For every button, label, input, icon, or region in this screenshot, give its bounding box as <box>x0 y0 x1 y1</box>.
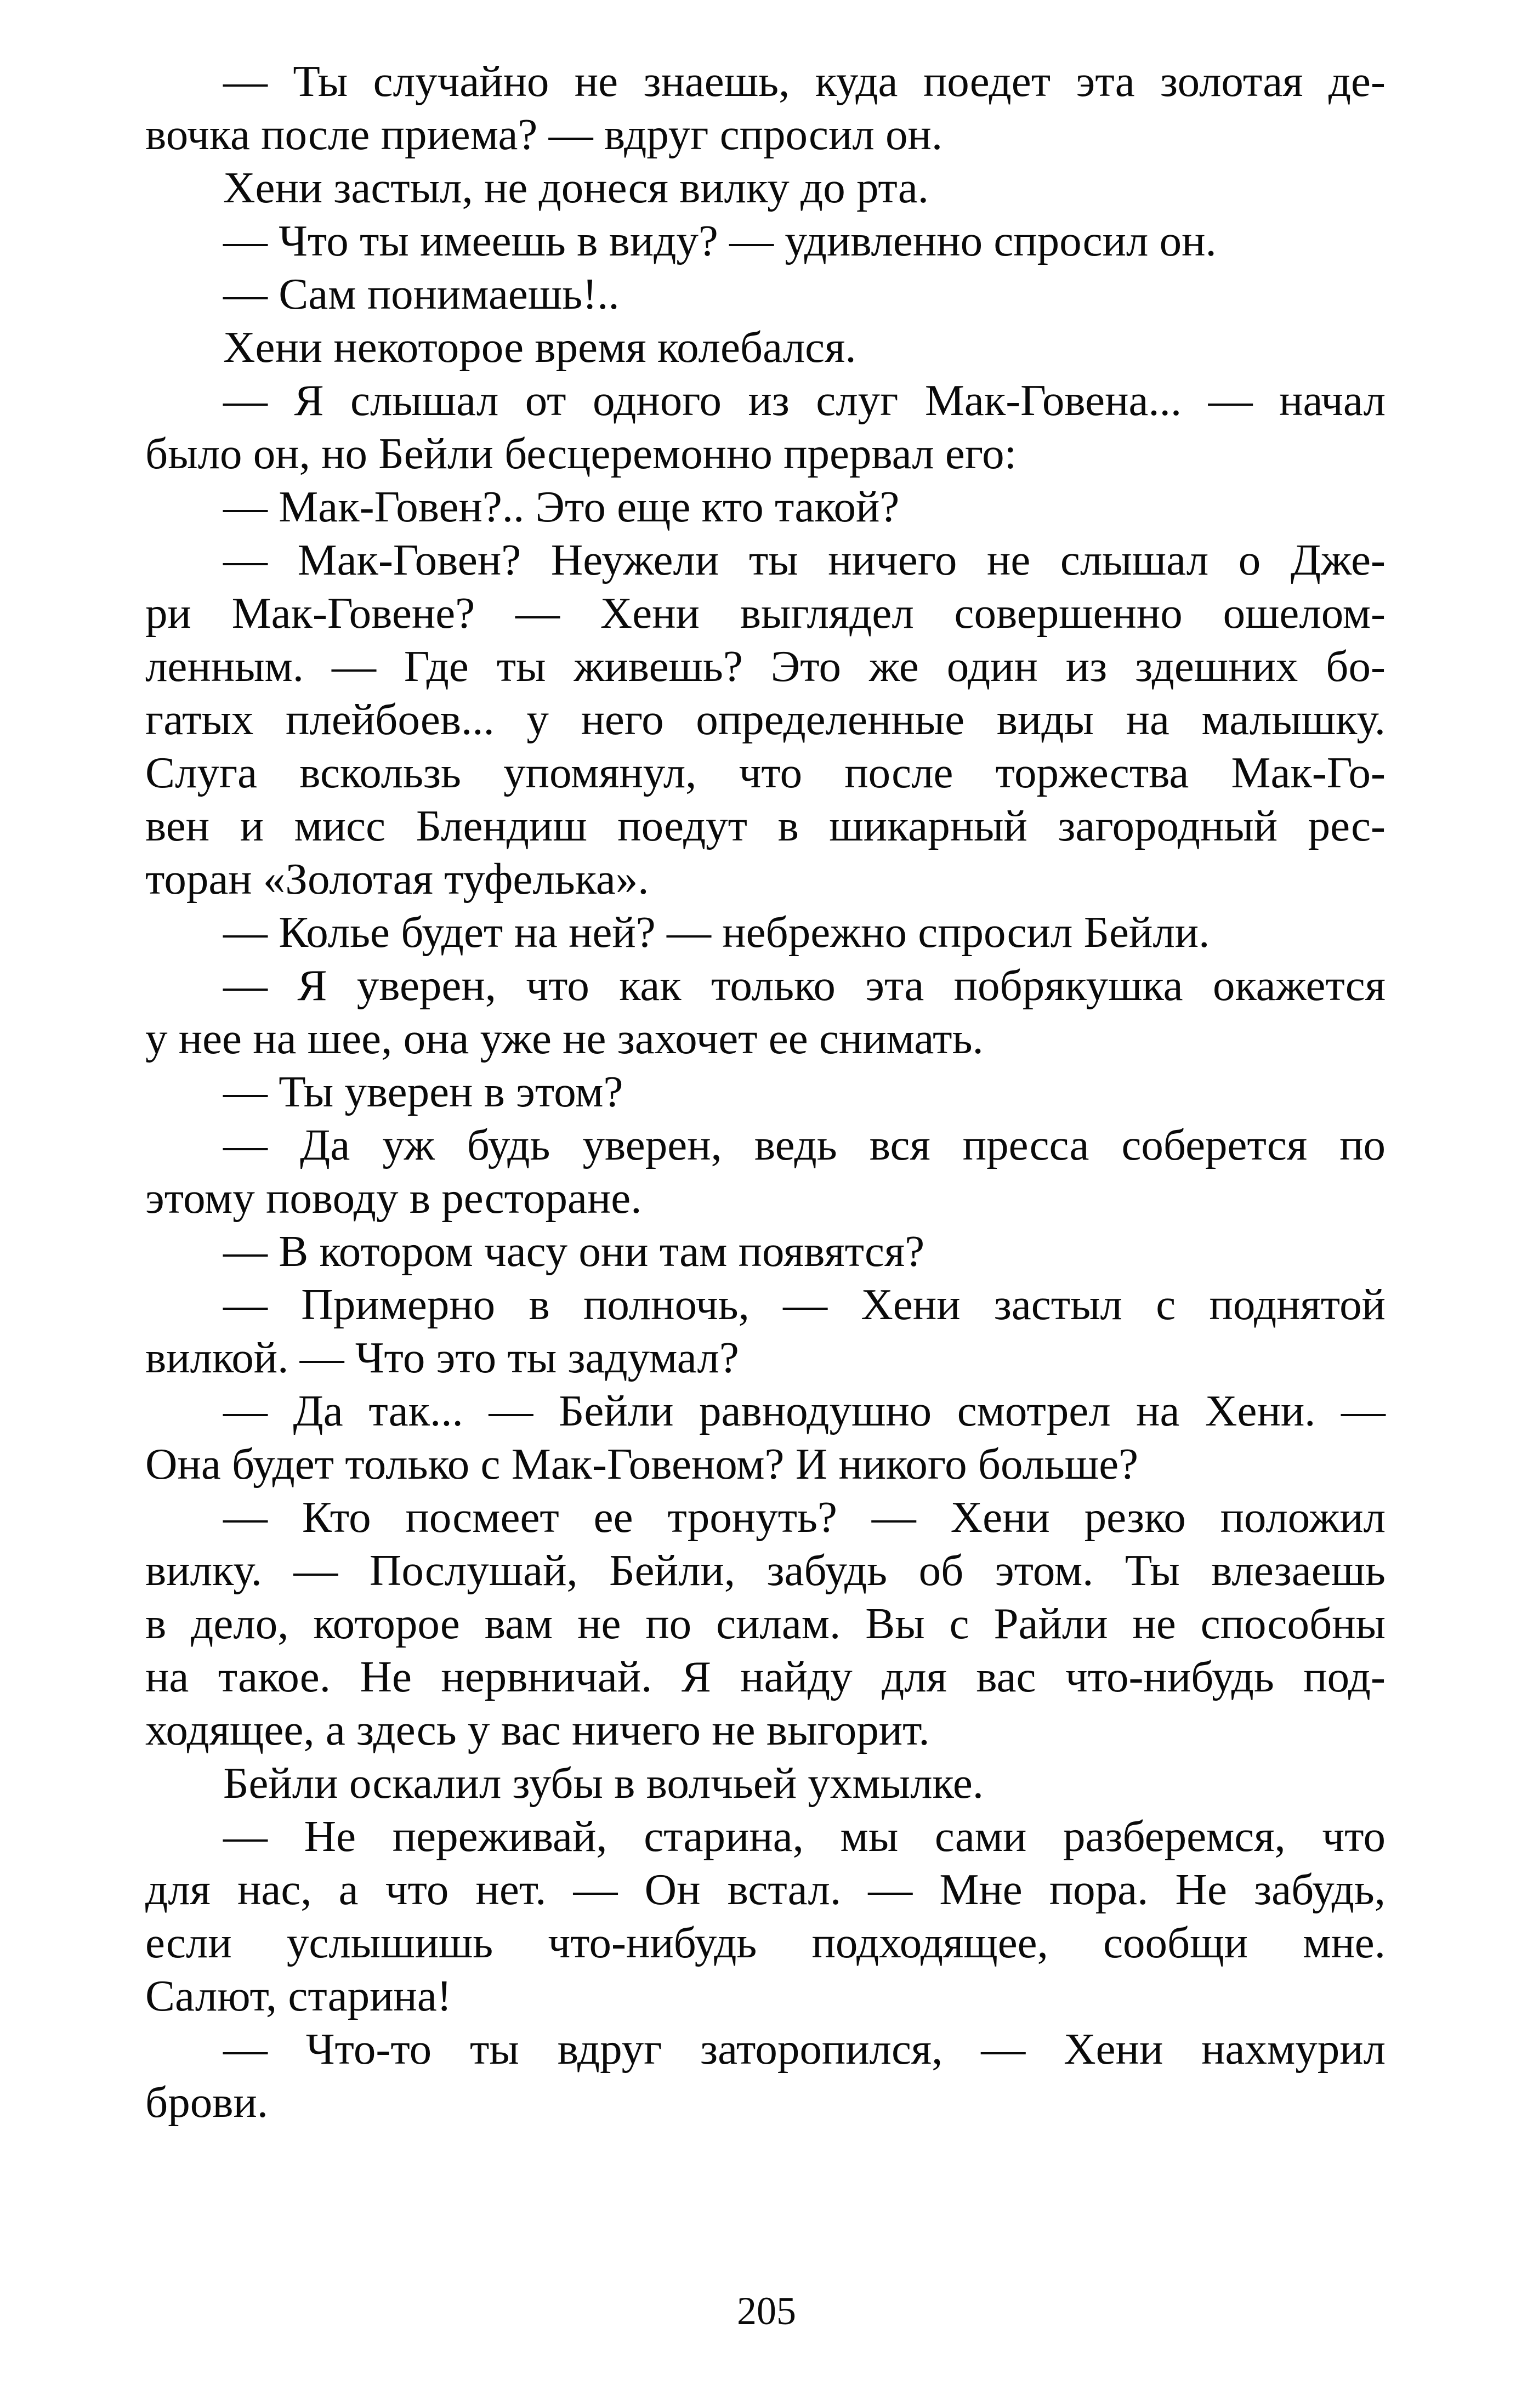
text-line: — Ты уверен в этом? <box>223 1067 623 1116</box>
text-line: — Ты случайно не знаешь, куда поедет эта золотая де- <box>223 56 1386 106</box>
text-line: вилкой. — Что это ты задумал? <box>145 1333 739 1382</box>
text-line: — Колье будет на ней? — небрежно спросил Бейли. <box>223 907 1210 957</box>
text-line: брови. <box>145 2077 269 2127</box>
text-line: вилку. — Послушай, Бейли, забудь об этом. Ты влезаешь <box>145 1546 1386 1595</box>
text-line: Салют, старина! <box>145 1971 452 2020</box>
text-line: Хени застыл, не донеся вилку до рта. <box>223 163 929 212</box>
text-line: — Я слышал от одного из слуг Мак-Говена... — начал <box>223 376 1386 425</box>
body-text <box>145 55 1386 2129</box>
text-line: если услышишь что-нибудь подходящее, сообщи мне. <box>145 1918 1386 1967</box>
text-line: — Что-то ты вдруг заторопился, — Хени нахмурил <box>223 2024 1386 2074</box>
text-line: для нас, а что нет. — Он встал. — Мне пора. Не забудь, <box>145 1865 1386 1914</box>
text-line: — Да уж будь уверен, ведь вся пресса соберется по <box>223 1120 1386 1169</box>
text-line: — Не переживай, старина, мы сами разберемся, что <box>223 1811 1386 1861</box>
text-line: ходящее, а здесь у вас ничего не выгорит. <box>145 1705 930 1754</box>
page-number: 205 <box>737 2289 796 2333</box>
text-line: Хени некоторое время колебался. <box>223 322 856 372</box>
text-line: вен и мисс Блендиш поедут в шикарный загородный рес- <box>145 801 1386 850</box>
text-line: — Да так... — Бейли равнодушно смотрел на Хени. — <box>223 1386 1386 1435</box>
text-line: — Я уверен, что как только эта побрякушка окажется <box>223 961 1386 1010</box>
text-line: у нее на шее, она уже не захочет ее снимать. <box>145 1014 984 1063</box>
text-line: Она будет только с Мак-Говеном? И никого больше? <box>145 1439 1139 1489</box>
text-line: ленным. — Где ты живешь? Это же один из здешних бо- <box>145 641 1386 691</box>
text-line: гатых плейбоев... у него определенные виды на малышку. <box>145 695 1386 744</box>
text-line: — Примерно в полночь, — Хени застыл с поднятой <box>223 1280 1386 1329</box>
text-line: — В котором часу они там появятся? <box>223 1226 925 1276</box>
text-line: этому поводу в ресторане. <box>145 1173 642 1223</box>
text-line: — Мак-Говен?.. Это еще кто такой? <box>223 482 900 531</box>
text-line: — Сам понимаешь!.. <box>223 269 620 319</box>
text-line: — Мак-Говен? Неужели ты ничего не слышал о Дже- <box>223 535 1386 584</box>
text-line: в дело, которое вам не по силам. Вы с Райли не способны <box>145 1599 1386 1648</box>
text-line: Бейли оскалил зубы в волчьей ухмылке. <box>223 1758 984 1808</box>
text-line: — Что ты имеешь в виду? — удивленно спросил он. <box>223 216 1217 265</box>
text-line: ри Мак-Говене? — Хени выглядел совершенно ошелом- <box>145 588 1386 638</box>
text-line: было он, но Бейли бесцеремонно прервал его: <box>145 429 1017 478</box>
text-line: на такое. Не нервничай. Я найду для вас что-нибудь под- <box>145 1652 1386 1701</box>
text-line: вочка после приема? — вдруг спросил он. <box>145 110 943 159</box>
text-line: Слуга вскользь упомянул, что после торжества Мак-Го- <box>145 748 1386 797</box>
text-line: — Кто посмеет ее тронуть? — Хени резко положил <box>223 1492 1386 1542</box>
text-line: торан «Золотая туфелька». <box>145 854 649 904</box>
